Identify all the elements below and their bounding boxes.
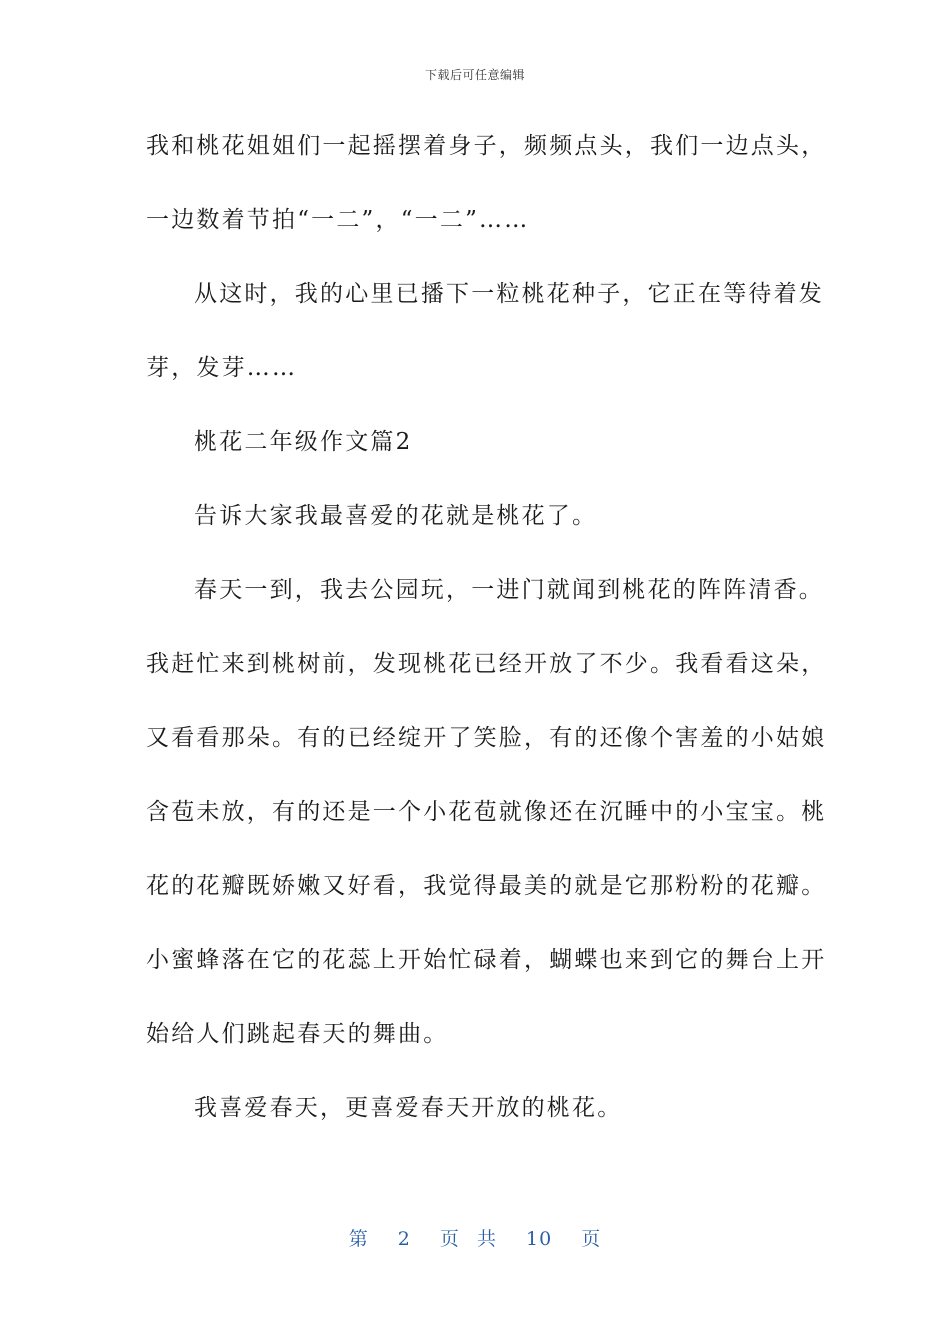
text-line: 花的花瓣既娇嫩又好看，我觉得最美的就是它那粉粉的花瓣。 xyxy=(146,873,827,899)
footer-total-pages: 10 xyxy=(526,1228,553,1250)
document-body xyxy=(146,118,827,1154)
text-line: 芽，发芽…… xyxy=(146,355,298,381)
paragraph-line: 告诉大家我最喜爱的花就是桃花了。 xyxy=(194,503,598,529)
text-line: 又看看那朵。有的已经绽开了笑脸，有的还像个害羞的小姑娘 xyxy=(146,725,827,751)
text-line: 小蜜蜂落在它的花蕊上开始忙碌着，蝴蝶也来到它的舞台上开 xyxy=(146,947,827,973)
paragraph-line: 从这时，我的心里已播下一粒桃花种子，它正在等待着发 xyxy=(194,281,824,307)
footer-suffix: 页 xyxy=(581,1228,602,1250)
page-number-footer xyxy=(0,1224,950,1251)
paragraph-line: 我喜爱春天，更喜爱春天开放的桃花。 xyxy=(194,1095,623,1121)
text-line: 我赶忙来到桃树前，发现桃花已经开放了不少。我看看这朵， xyxy=(146,651,827,677)
paragraph-line: 春天一到，我去公园玩，一进门就闻到桃花的阵阵清香。 xyxy=(194,577,824,603)
footer-middle: 页 共 xyxy=(439,1228,497,1250)
text-line: 含苞未放，有的还是一个小花苞就像还在沉睡中的小宝宝。桃 xyxy=(146,799,827,825)
footer-page-number: 2 xyxy=(397,1228,411,1250)
text-line: 始给人们跳起春天的舞曲。 xyxy=(146,1021,449,1047)
footer-prefix: 第 xyxy=(348,1228,369,1250)
header-note: 下载后可任意编辑 xyxy=(424,68,525,82)
text-line: 我和桃花姐姐们一起摇摆着身子，频频点头，我们一边点头， xyxy=(146,133,827,159)
section-heading: 桃花二年级作文篇2 xyxy=(194,429,413,455)
text-line: 一边数着节拍“一二”，“一二”…… xyxy=(146,207,530,233)
